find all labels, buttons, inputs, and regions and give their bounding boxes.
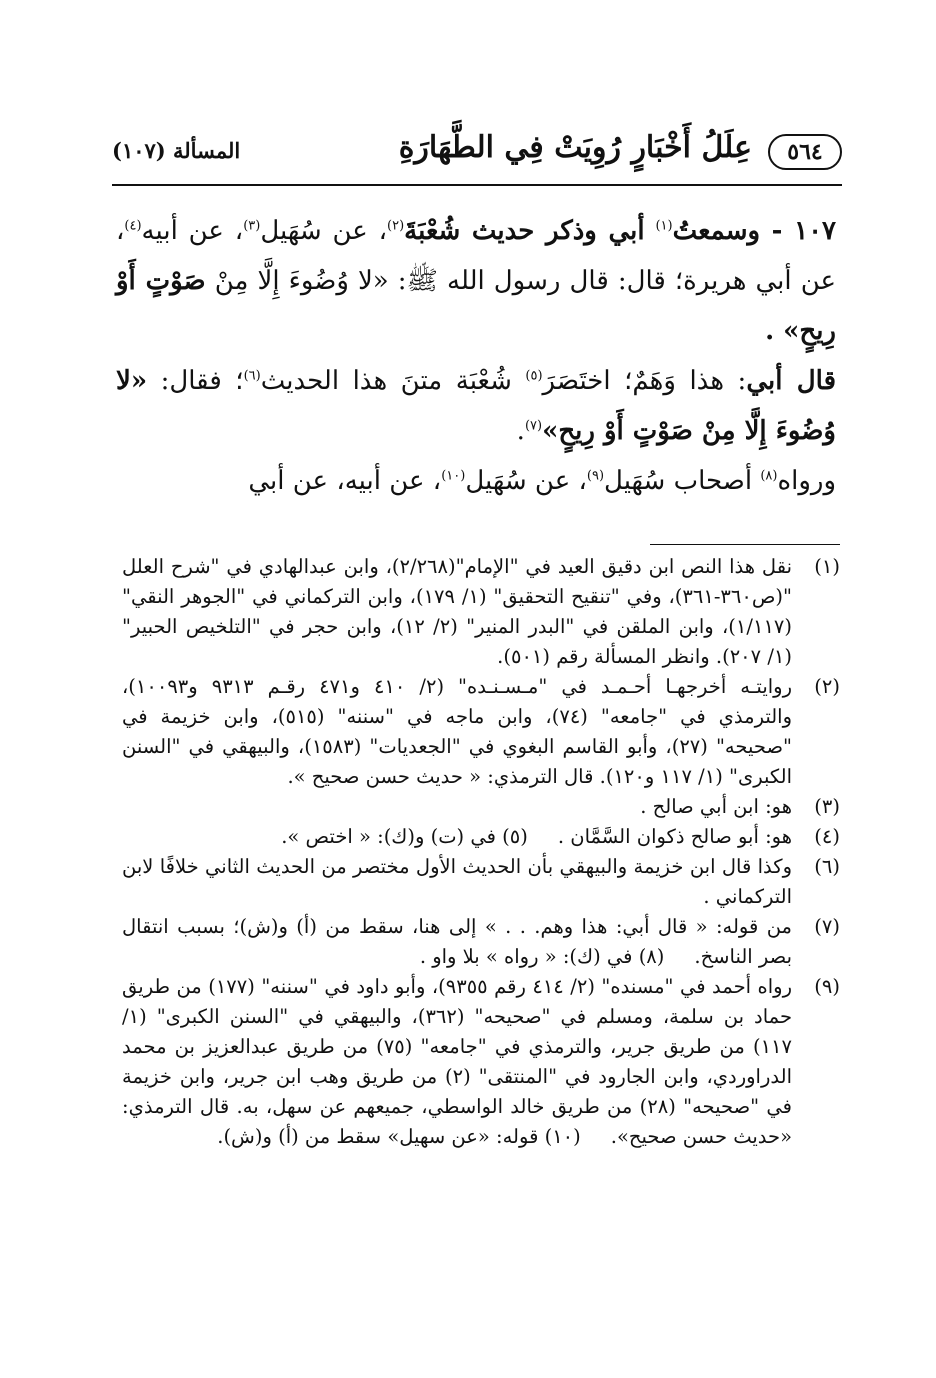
text-span: ، عن سُهَيل (465, 466, 587, 496)
footnote-number: (١٠) (544, 1125, 581, 1148)
footnote-number: (٥) (502, 825, 528, 848)
issue-number: ١٠٧ - وسمعتُ (672, 216, 837, 246)
footnote-ref[interactable]: (٧) (524, 418, 543, 434)
footnote-text-part: هو: أبو صالح ذكوان السَّمَّان . (557, 825, 792, 848)
footnote (122, 912, 840, 972)
hadith-text: صَوْتٍ أَوْ رِيحٍ» . (116, 266, 836, 346)
paragraph-3 (116, 456, 836, 506)
footnote-text (122, 822, 792, 852)
footnote-ref[interactable]: (٢) (387, 218, 405, 234)
text-span: أصحاب سُهَيل (604, 466, 753, 496)
footnotes (122, 552, 840, 1152)
footnote-text-part: قوله: «عن سهيل» سقط من (أ) و(ش). (217, 1125, 539, 1148)
footnote-ref[interactable]: (٥) (525, 368, 543, 384)
footnote-text-part: في (ك): « رواه » بلا واو . (419, 945, 633, 968)
footnote-text: هو: ابن أبي صالح . (640, 795, 792, 818)
text-span: أبي وذكر حديث شُعْبَةَ (404, 216, 645, 246)
footnote (122, 852, 840, 912)
section-label: المسألة (١٠٧) (112, 138, 241, 163)
footnote-text-part: رواه أحمد في "مسنده" (٢/ ٤١٤ رقم ٩٣٥٥)، وأبو داود في "سننه" (١٧٧) من طريق حماد بن سلمة، ومسلم في "صحيحه" (٣٦٢)، والبيهقي في "السنن الكبرى" (١/ ١١٧) من طريق جرير، والترمذي في "جامعه" (٧٥) من طريق عبدالعزيز بن محمد الدراوردي، وابن الجارود في "المنتقى" (٢) من طريق وهب ابن جرير، وابن خزيمة في "صحيحه" (٢٨) من طريق خالد الواسطي، جميعهم عن سهل، به. قال الترمذي: «حديث حسن صحيح». (122, 975, 792, 1148)
footnote (122, 822, 840, 852)
footnote-text: وكذا قال ابن خزيمة والبيهقي بأن الحديث الأول مختصر من الحديث الثاني خلافًا لابن التركماني . (122, 855, 792, 908)
main-text (116, 206, 836, 506)
footnote-number: (٣) (814, 795, 840, 818)
footnote-text-part: في (ت) و(ك): « اختص ». (281, 825, 496, 848)
text-span: ، عن (188, 216, 244, 246)
text-span: ، عن أبيه، عن أبي (248, 466, 442, 496)
text-span: ورواه (777, 466, 836, 496)
footnote (122, 972, 840, 1152)
footnote (122, 672, 840, 792)
footnote (122, 792, 840, 822)
text-span: شُعْبَة متنَ هذا الحديث (260, 366, 512, 396)
footnote-separator (650, 544, 840, 545)
text-span: ، عن أبي هريرة؛ قال: قال رسول الله ﷺ: «لا وُضُوءَ إِلَّا مِنْ (116, 216, 836, 296)
page-header (112, 128, 842, 188)
footnote-number: (٦) (814, 855, 840, 878)
header-rule (112, 184, 842, 186)
page-number: ٥٦٤ (768, 134, 842, 170)
footnote-number: (٧) (814, 915, 840, 938)
footnote-number: (٢) (814, 675, 840, 698)
text-span: : هذا وَهَمٌ؛ اختَصَرَ (542, 366, 747, 396)
footnote-text: نقل هذا النص ابن دقيق العيد في "الإمام"(٢/٢٦٨)، وابن عبدالهادي في "شرح العلل "(ص٣٦٠-٣٦١)، وفي "تنقيح التحقيق" (١/ ١٧٩)، وابن التركماني في "الجوهر النقي" (١/١١٧)، وابن الملقن في "البدر المنير" (٢/ ١٢)، وابن حجر في "التلخيص الحبير" (١/ ٢٠٧). وانظر المسألة رقم (٥٠١). (122, 555, 792, 668)
text-span: أبيه (141, 216, 178, 246)
footnote-number: (١) (814, 555, 840, 578)
text-span: ؛ فقال: (160, 366, 244, 396)
footnote-number: (٤) (814, 825, 840, 848)
footnote-number: (٩) (814, 975, 840, 998)
footnote-text (122, 912, 792, 972)
footnote-ref[interactable]: (٩) (586, 468, 605, 484)
paragraph-1 (116, 206, 836, 356)
footnote-text: روايتـه أخرجهـا أحـمـد في "مـسـنـده" (٢/ ٤١٠ و٤٧١ رقـم ٩٣١٣ و١٠٠٩٣)، والترمذي في "جامعه" (٧٤)، وابن ماجه في "سننه" (٥١٥)، وابن خزيمة في "صحيحه" (٢٧)، وأبو القاسم البغوي في "الجعديات" (١٥٨٣)، والبيهقي في "السنن الكبرى" (١/ ١١٧ و١٢٠). قال الترمذي: « حديث حسن صحيح ». (122, 675, 792, 788)
footnote-ref[interactable]: (١٠) (441, 468, 466, 484)
footnote-text (122, 972, 792, 1152)
text-span: . (516, 416, 525, 446)
footnote-text-part: من قوله: « قال أبي: هذا وهم. . . » إلى هنا، سقط من (أ) و(ش)؛ بسبب انتقال بصر الناسخ. (122, 915, 792, 968)
footnote-ref[interactable]: (٣) (243, 218, 261, 234)
footnote (122, 552, 840, 672)
footnote-number: (٨) (638, 945, 665, 968)
footnote-ref[interactable]: (٨) (760, 468, 778, 484)
hadith-text: «لا وُضُوءَ إِلَّا مِنْ صَوْتٍ أَوْ رِيحٍ» (116, 366, 836, 446)
running-title: عِلَلُ أَخْبَارٍ رُوِيَتْ فِي الطَّهَارَةِ (398, 130, 752, 165)
paragraph-2 (116, 356, 836, 456)
footnote-ref[interactable]: (٤) (124, 218, 142, 234)
speaker: قال أبي (746, 366, 837, 396)
footnote-ref[interactable]: (١) (655, 218, 673, 234)
footnote-ref[interactable]: (٦) (243, 368, 261, 384)
text-span: ، عن سُهَيل (260, 216, 388, 246)
